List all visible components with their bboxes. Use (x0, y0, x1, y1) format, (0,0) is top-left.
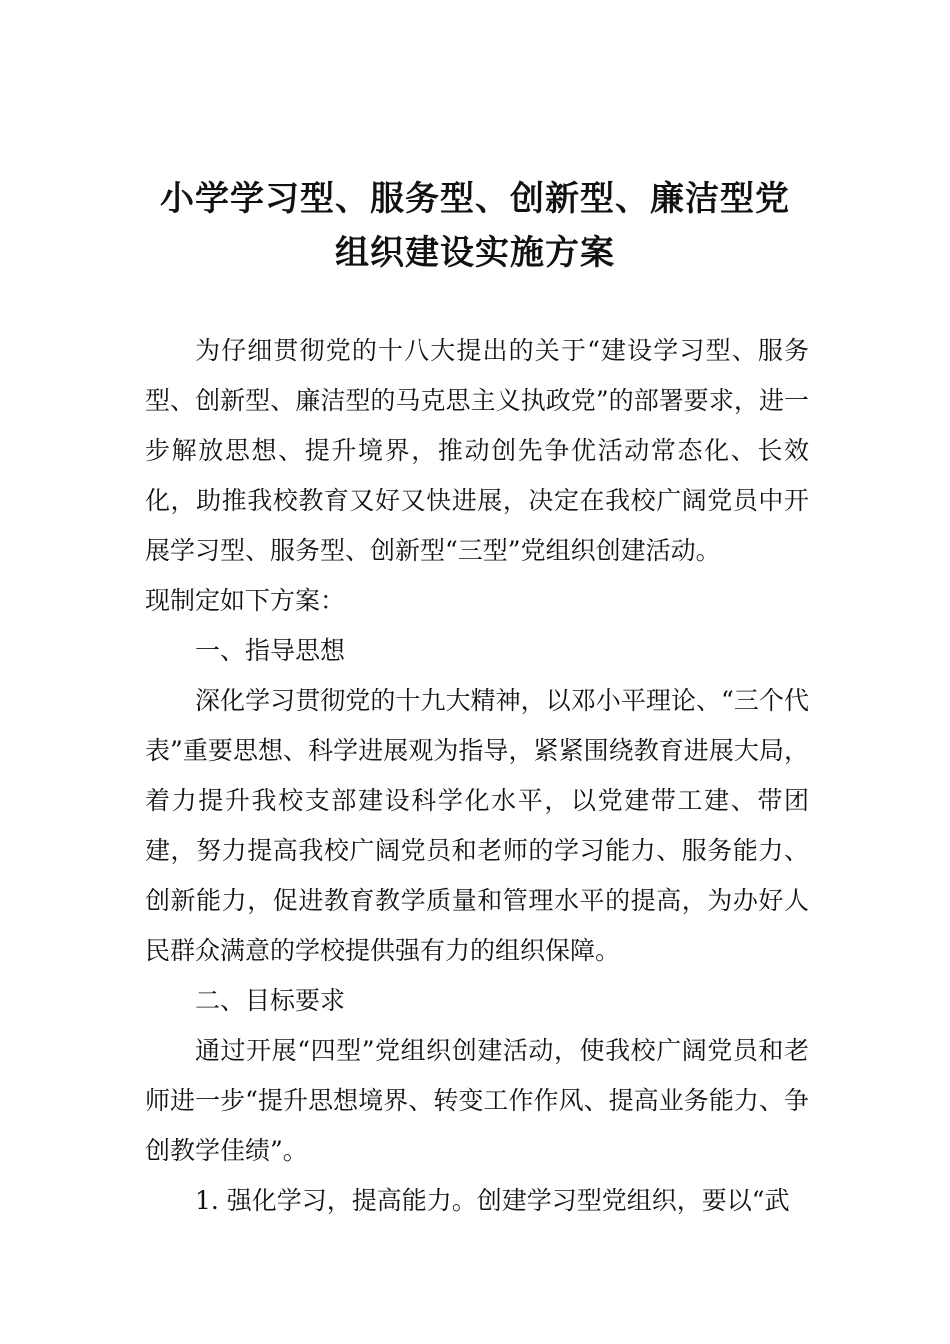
section-heading-guiding-thought: 一、指导思想 (195, 636, 346, 665)
document-title (0, 172, 950, 280)
list-item-strengthen-learning: 1. 强化学习，提高能力。创建学习型党组织，要以“武 (195, 1186, 790, 1215)
section-paragraph-guiding-thought: 深化学习贯彻党的十九大精神，以邓小平理论、“三个代表”重要思想、科学进展观为指导，紧紧围绕教育进展大局，着力提升我校支部建设科学化水平，以党建带工建、带团建，努力提高我校广阔党员和老师的学习能力、服务能力、创新能力，促进教育教学质量和管理水平的提高，为办好人民群众满意的学校提供强有力的组织保障。 (145, 686, 809, 965)
intro-tail: 现制定如下方案： (145, 586, 346, 615)
document-body (145, 326, 809, 1226)
section-heading-goals: 二、目标要求 (195, 986, 346, 1015)
title-line-1: 小学学习型、服务型、创新型、廉洁型党 (160, 179, 790, 219)
title-line-2: 组织建设实施方案 (335, 233, 615, 273)
intro-paragraph: 为仔细贯彻党的十八大提出的关于“建设学习型、服务型、创新型、廉洁型的马克思主义执政党”的部署要求，进一步解放思想、提升境界，推动创先争优活动常态化、长效化，助推我校教育又好又快进展，决定在我校广阔党员中开展学习型、服务型、创新型“三型”党组织创建活动。 (145, 336, 809, 565)
section-paragraph-goals: 通过开展“四型”党组织创建活动，使我校广阔党员和老师进一步“提升思想境界、转变工作作风、提高业务能力、争创教学佳绩”。 (145, 1036, 809, 1165)
